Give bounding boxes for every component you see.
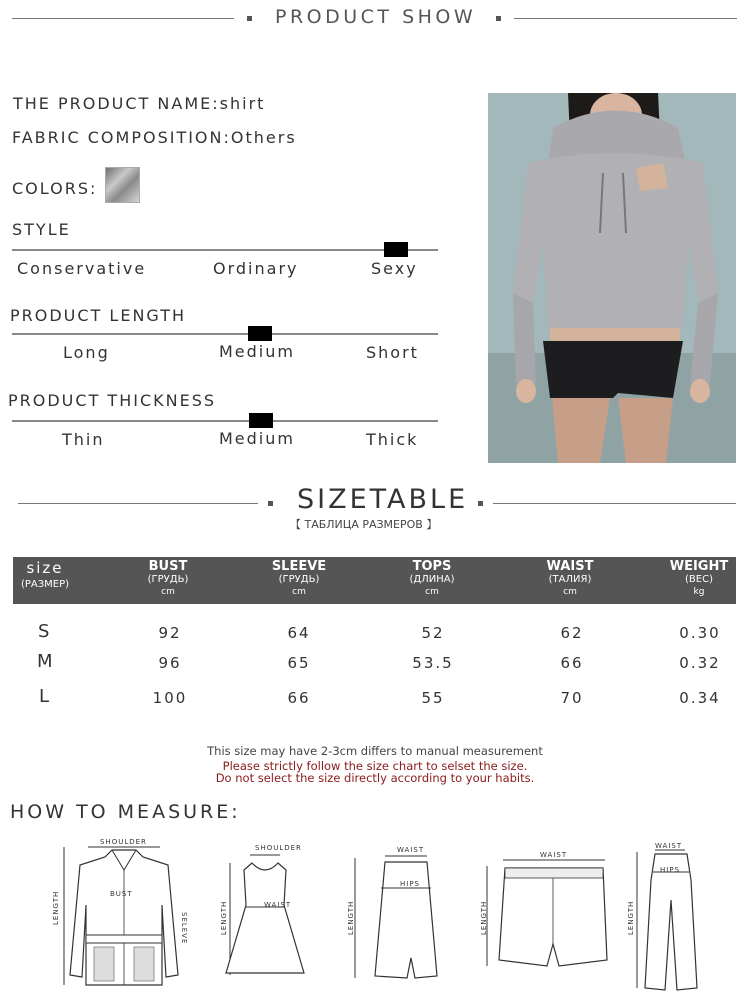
thickness-label-thick: Thick <box>366 430 419 449</box>
skirt-length-label: LENGTH <box>347 900 355 935</box>
col-size <box>13 559 77 591</box>
jacket-shoulder-label: SHOULDER <box>100 838 147 846</box>
pants-length-label: LENGTH <box>627 900 635 935</box>
row-size-label: S <box>38 621 50 642</box>
thickness-scale-line <box>12 420 438 422</box>
dress-diagram <box>220 845 310 985</box>
table-cell: 0.34 <box>679 689 721 707</box>
col-weight-ru: (ВЕС) <box>685 574 713 585</box>
thickness-label-medium: Medium <box>219 429 295 448</box>
header-rule-left <box>12 18 234 19</box>
length-scale-line <box>12 333 438 335</box>
table-cell: 66 <box>560 654 584 672</box>
table-cell: 0.30 <box>679 624 721 642</box>
table-cell: 64 <box>287 624 311 642</box>
style-label-conservative: Conservative <box>17 259 147 278</box>
colors-label: COLORS: <box>12 179 98 198</box>
fabric-value: Others <box>230 128 297 147</box>
sizetable-rule-right <box>493 503 736 504</box>
table-cell: 0.32 <box>679 654 721 672</box>
thickness-label-thin: Thin <box>62 430 105 449</box>
length-label-long: Long <box>63 343 110 362</box>
size-table-header <box>13 557 736 604</box>
col-bust-main: BUST <box>148 559 188 574</box>
col-waist <box>520 560 620 599</box>
shorts-length-label: LENGTH <box>480 900 488 935</box>
col-sleeve <box>249 560 349 599</box>
jacket-bust-label: BUST <box>110 890 133 898</box>
skirt-waist-label: WAIST <box>397 846 425 854</box>
table-cell: 100 <box>152 689 188 707</box>
length-marker <box>248 326 272 341</box>
fabric-label: FABRIC COMPOSITION: <box>12 128 231 147</box>
col-tops-ru: (ДЛИНА) <box>409 574 455 585</box>
row-size-label: M <box>37 651 53 672</box>
jacket-diagram <box>50 835 200 995</box>
product-photo <box>488 93 736 463</box>
col-weight-unit: kg <box>693 587 705 597</box>
table-cell: 65 <box>287 654 311 672</box>
col-bust-ru: (ГРУДЬ) <box>147 574 189 585</box>
habit-warning: Do not select the size directly according to your habits. <box>215 771 535 785</box>
row-size-label: L <box>39 686 50 707</box>
col-size-ru: (РАЗМЕР) <box>20 579 70 590</box>
product-name: THE PRODUCT NAME:shirt <box>13 94 266 113</box>
header-rule-right <box>514 18 737 19</box>
size-chart-warning: Please strictly follow the size chart to selset the size. <box>222 759 528 773</box>
style-label-ordinary: Ordinary <box>213 259 299 278</box>
table-cell: 66 <box>287 689 311 707</box>
header-dot-left <box>247 16 252 21</box>
table-cell: 62 <box>560 624 584 642</box>
col-weight-main: WEIGHT <box>669 559 729 574</box>
table-cell: 55 <box>421 689 445 707</box>
length-title: PRODUCT LENGTH <box>10 306 187 325</box>
col-waist-ru: (ТАЛИЯ) <box>548 574 592 585</box>
how-to-measure-title: HOW TO MEASURE: <box>10 801 241 823</box>
sizetable-subtitle: 【 ТАБЛИЦА РАЗМЕРОВ 】 <box>290 518 438 531</box>
col-sleeve-unit: cm <box>292 587 306 597</box>
dress-shoulder-label: SHOULDER <box>255 844 302 852</box>
color-swatch-gray[interactable] <box>105 167 140 203</box>
skirt-hips-label: HIPS <box>400 880 420 888</box>
table-cell: 92 <box>158 624 182 642</box>
page-title: PRODUCT SHOW <box>275 6 477 28</box>
thickness-marker <box>249 413 273 428</box>
col-sleeve-main: SLEEVE <box>271 559 327 574</box>
pants-diagram <box>625 840 710 995</box>
col-tops-main: TOPS <box>412 559 452 574</box>
col-waist-unit: cm <box>563 587 577 597</box>
col-tops-unit: cm <box>425 587 439 597</box>
style-label-sexy: Sexy <box>371 259 418 278</box>
table-cell: 53.5 <box>412 654 454 672</box>
jacket-length-label: LENGTH <box>52 890 60 925</box>
table-cell: 96 <box>158 654 182 672</box>
pants-waist-label: WAIST <box>655 842 683 850</box>
fabric-composition <box>12 128 297 147</box>
sizetable-title: SIZETABLE <box>297 484 469 515</box>
style-title: STYLE <box>12 220 71 239</box>
col-bust <box>118 560 218 599</box>
skirt-diagram <box>345 848 445 988</box>
header-dot-right <box>496 16 501 21</box>
col-tops <box>382 560 482 599</box>
length-label-short: Short <box>366 343 419 362</box>
sizetable-rule-left <box>18 503 258 504</box>
shorts-diagram <box>475 848 615 973</box>
sizetable-dot-left <box>268 501 273 506</box>
col-sleeve-ru: (ГРУДЬ) <box>278 574 320 585</box>
pants-hips-label: HIPS <box>660 866 680 874</box>
col-waist-main: WAIST <box>546 559 594 574</box>
measurement-note: This size may have 2-3cm differs to manual measurement <box>207 744 543 758</box>
sizetable-dot-right <box>478 501 483 506</box>
style-scale-line <box>12 249 438 251</box>
col-weight <box>649 560 749 599</box>
table-cell: 52 <box>421 624 445 642</box>
model-illustration <box>488 93 736 463</box>
col-size-main: size <box>26 559 64 577</box>
dress-length-label: LENGTH <box>220 900 228 935</box>
style-marker <box>384 242 408 257</box>
dress-waist-label: WAIST <box>264 901 292 909</box>
table-cell: 70 <box>560 689 584 707</box>
shorts-waist-label: WAIST <box>540 851 568 859</box>
col-bust-unit: cm <box>161 587 175 597</box>
length-label-medium: Medium <box>219 342 295 361</box>
thickness-title: PRODUCT THICKNESS <box>8 391 216 410</box>
jacket-sleeve-label: SELEVE <box>180 912 188 945</box>
